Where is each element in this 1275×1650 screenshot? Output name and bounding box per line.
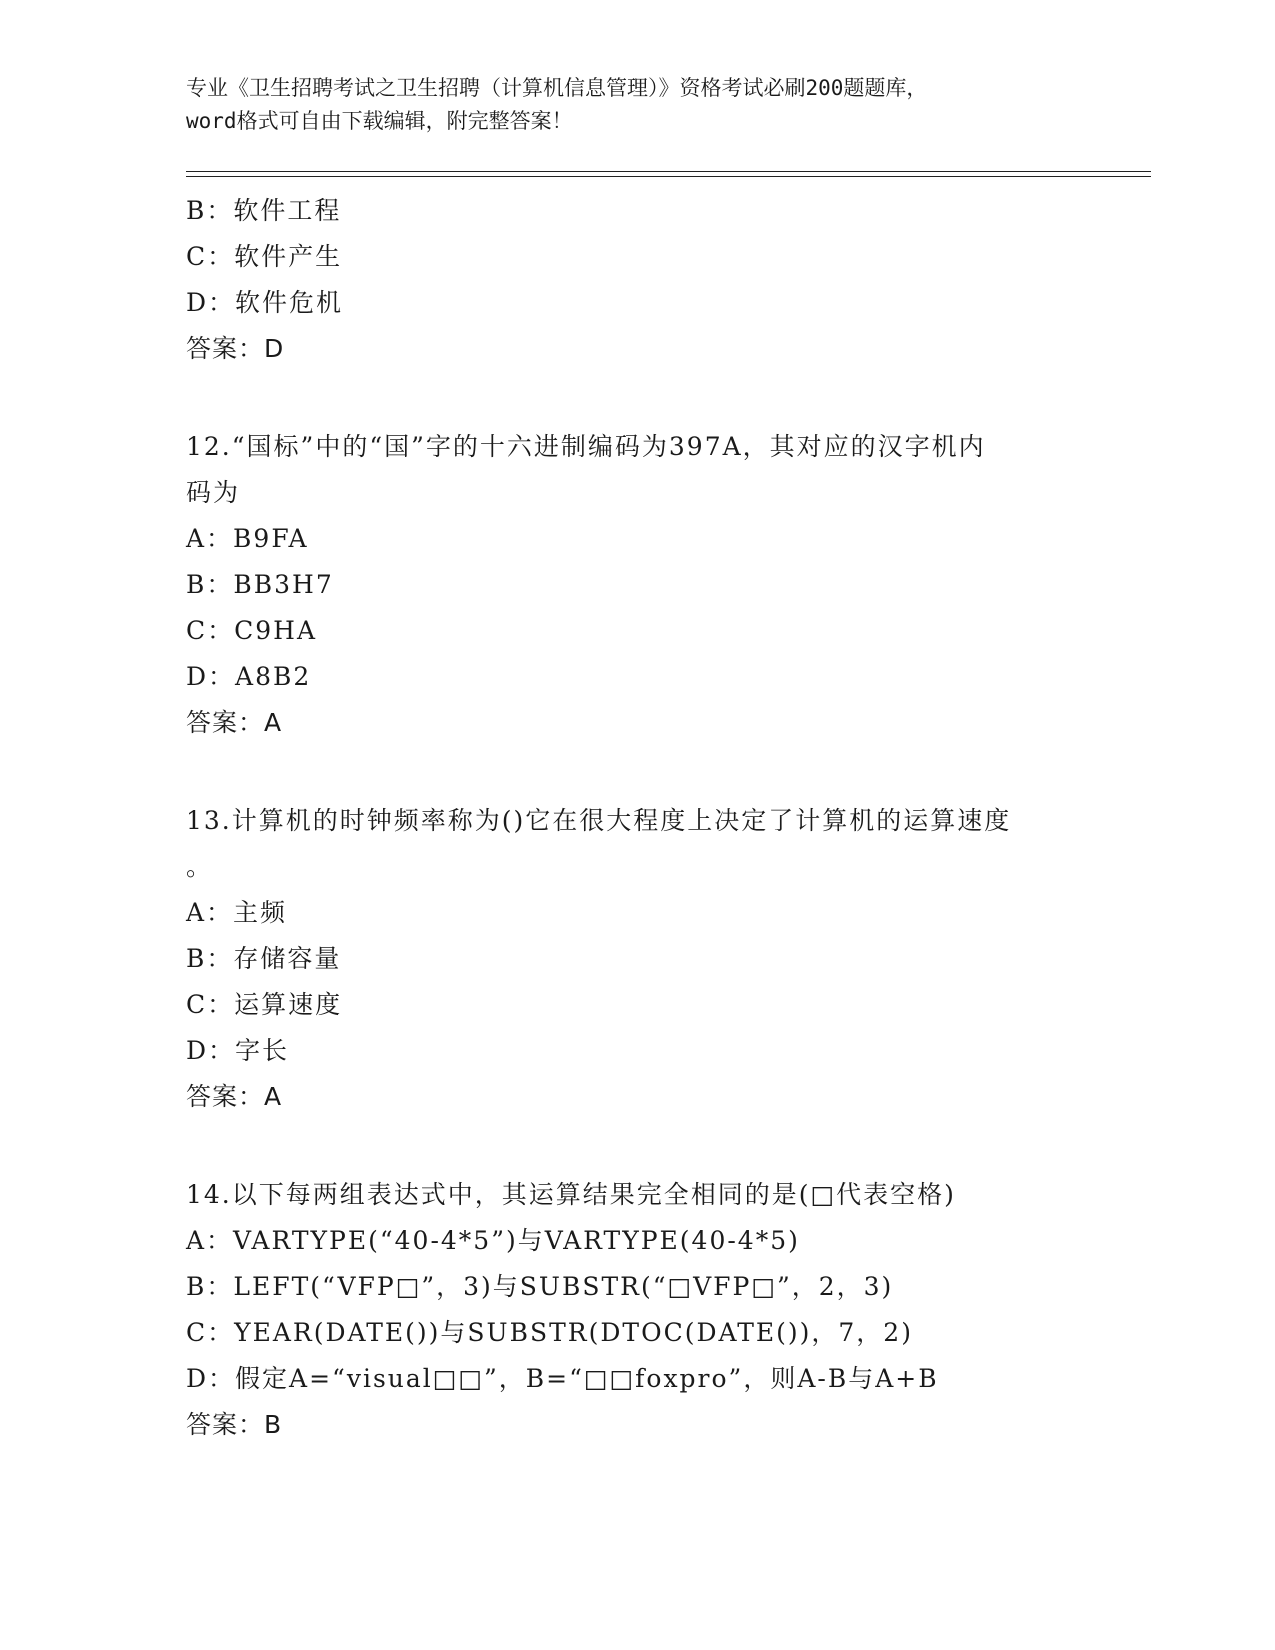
question-stem-continued: 。 — [186, 852, 214, 881]
option-d: D：字长 — [186, 1036, 290, 1065]
option-c: C：软件产生 — [186, 242, 343, 271]
question-list — [186, 188, 1106, 1448]
option-b: B：BB3H7 — [186, 570, 334, 599]
option-d: D：A8B2 — [186, 662, 312, 691]
option-b: B：存储容量 — [186, 944, 342, 973]
header-line-1: 专业《卫生招聘考试之卫生招聘（计算机信息管理）》资格考试必刷200题题库， — [186, 76, 928, 100]
option-d: D：假定A=“visual□□”，B=“□□foxpro”，则A-B与A+B — [186, 1364, 939, 1393]
option-a: A：B9FA — [186, 524, 309, 553]
answer-line: 答案：B — [186, 1410, 283, 1439]
option-c: C：C9HA — [186, 616, 318, 645]
document-header — [186, 72, 1086, 138]
answer-line: 答案：D — [186, 334, 285, 363]
header-rule-top — [186, 171, 1151, 172]
question-12 — [186, 424, 1106, 746]
question-stem: 12.“国标”中的“国”字的十六进制编码为397A，其对应的汉字机内 — [186, 432, 986, 461]
header-line-2: word格式可自由下载编辑，附完整答案！ — [186, 109, 573, 133]
question-11-tail — [186, 188, 1106, 372]
option-c: C：YEAR(DATE())与SUBSTR(DTOC(DATE())，7，2) — [186, 1318, 913, 1347]
option-d: D：软件危机 — [186, 288, 344, 317]
header-rule-bottom — [186, 176, 1151, 177]
question-14 — [186, 1172, 1106, 1448]
option-a: A：VARTYPE(“40-4*5”)与VARTYPE(40-4*5) — [186, 1226, 800, 1255]
option-a: A：主频 — [186, 898, 288, 927]
question-stem: 14.以下每两组表达式中，其运算结果完全相同的是(□代表空格) — [186, 1180, 956, 1209]
question-stem-continued: 码为 — [186, 478, 241, 507]
option-b: B：LEFT(“VFP□”，3)与SUBSTR(“□VFP□”，2，3) — [186, 1272, 894, 1301]
answer-line: 答案：A — [186, 708, 283, 737]
option-b: B：软件工程 — [186, 196, 342, 225]
question-13 — [186, 798, 1106, 1120]
question-stem: 13.计算机的时钟频率称为()它在很大程度上决定了计算机的运算速度 — [186, 806, 1012, 835]
option-c: C：运算速度 — [186, 990, 343, 1019]
answer-line: 答案：A — [186, 1082, 283, 1111]
